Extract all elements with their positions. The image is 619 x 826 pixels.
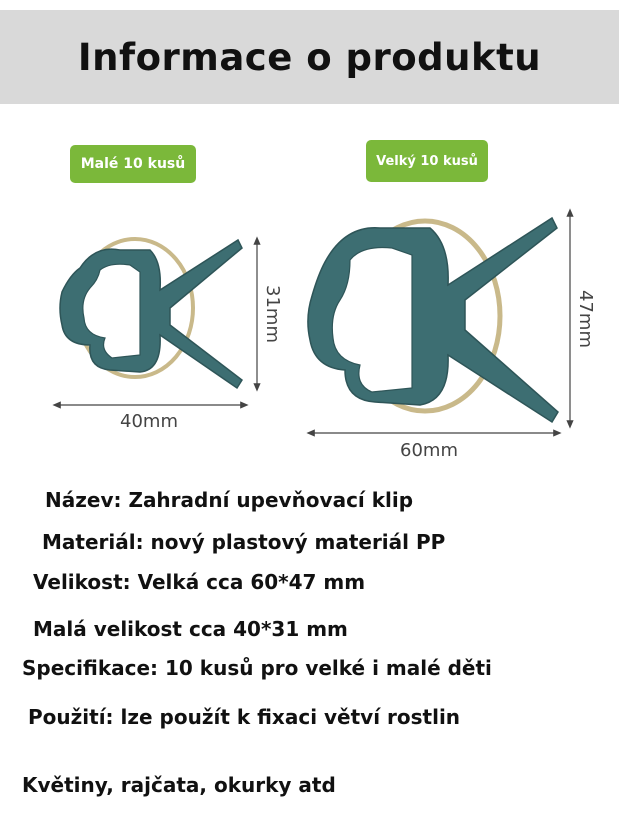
large-height-label: 47mm (575, 290, 596, 348)
info-examples: Květiny, rajčata, okurky atd (22, 773, 336, 797)
small-height-label: 31mm (262, 285, 283, 343)
large-size-badge: Velký 10 kusů (366, 140, 488, 182)
small-size-badge: Malé 10 kusů (70, 145, 196, 183)
info-size-large: Velikost: Velká cca 60*47 mm (33, 570, 366, 594)
small-clip-image (56, 239, 257, 405)
large-clip-image (308, 212, 570, 433)
info-size-small: Malá velikost cca 40*31 mm (33, 617, 348, 641)
small-width-label: 40mm (120, 411, 178, 432)
info-name: Název: Zahradní upevňovací klip (45, 488, 414, 512)
large-width-label: 60mm (400, 440, 458, 461)
page-title: Informace o produktu (77, 35, 542, 79)
info-specification: Specifikace: 10 kusů pro velké i malé děti (22, 656, 492, 680)
info-usage: Použití: lze použít k fixaci větví rostlin (28, 705, 461, 729)
info-material: Materiál: nový plastový materiál PP (42, 530, 446, 554)
